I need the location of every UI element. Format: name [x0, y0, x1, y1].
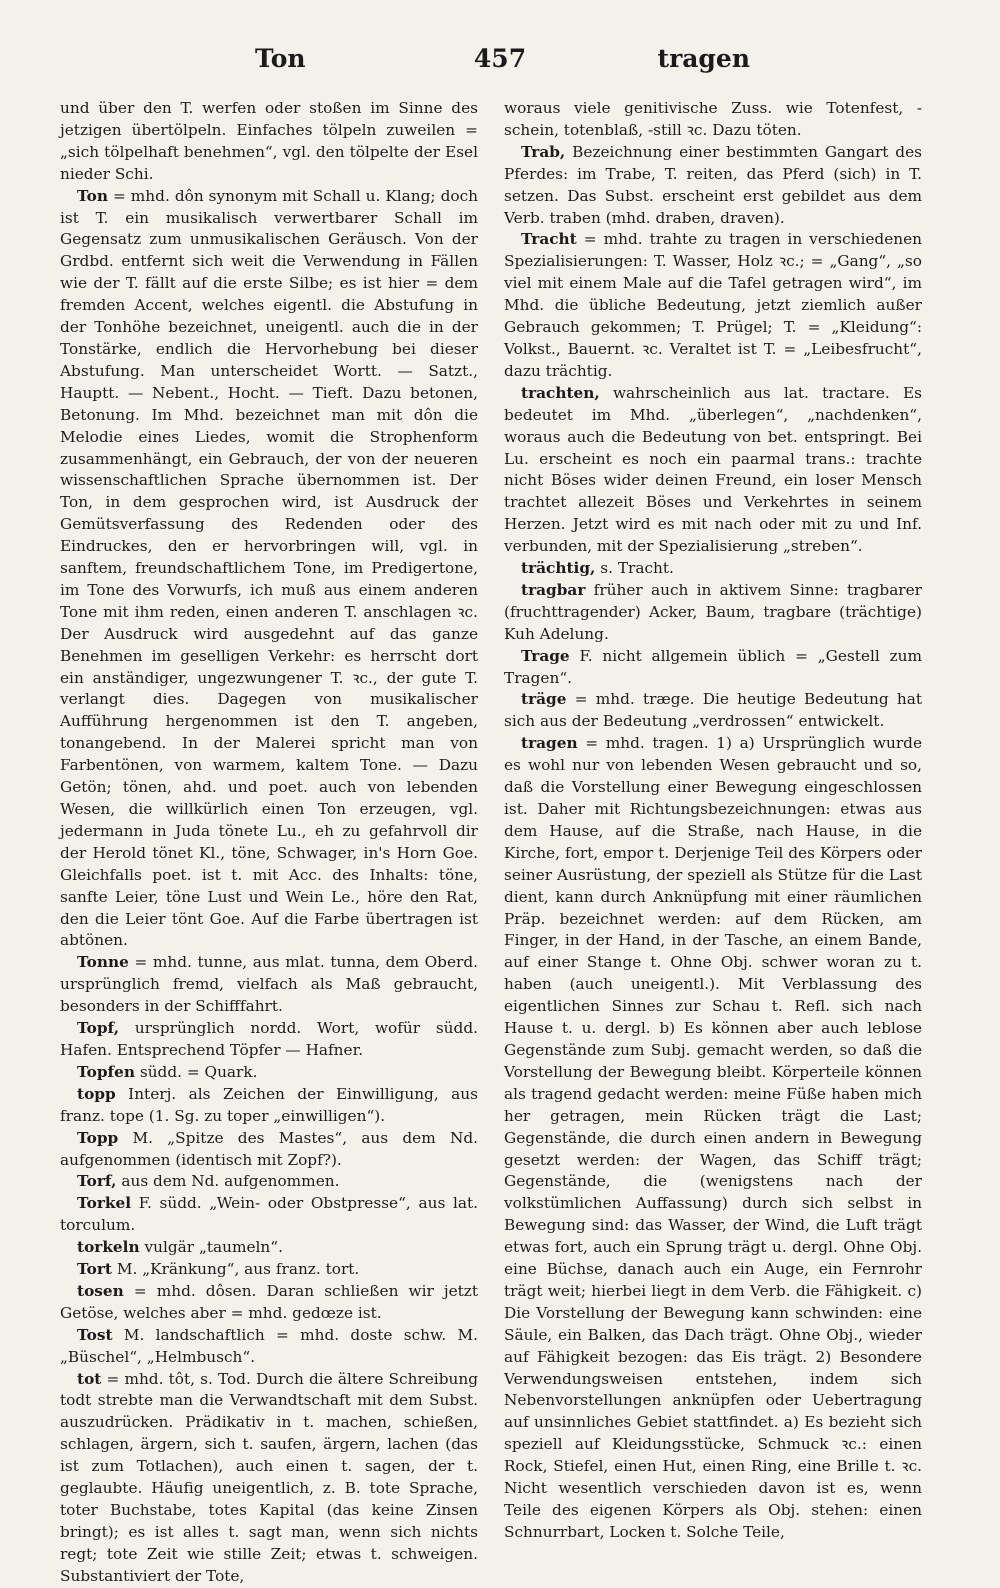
- entry-text: = mhd. dôn synonym mit Schall u. Klang; doch ist T. ein musikalisch verwertbarer Schall im Gegensatz zum unmusikalischen Geräusch. Von der Grdbd. entfernt sich weit die Verwendung in Fällen wie der T. fällt auf die erste Silbe; es ist hier = dem fremden Accent, welches eigentl. die Abstufung in der Tonhöhe bezeichnet, uneigentl. auch die in der Tonstärke, endlich die Hervorhebung bei dieser Abstufung. Man unterscheidet Wortt. — Satzt., Hauptt. — Nebent., Hocht. — Tieft. Dazu betonen, Betonung. Im Mhd. bezeichnet man mit dôn die Melodie eines Liedes, womit die Strophenform zusammenhängt, ein Gebrauch, der von der neueren wissenschaftlichen Sprache übernommen ist. Der Ton, in dem gesprochen wird, ist Ausdruck der Gemütsverfassung des Redenden oder des Eindruckes, den er hervorbringen will, vgl. in sanftem, freundschaftlichem Tone, im Predigertone, im Tone des Vorwurfs, ich muß aus einem anderen Tone mit ihm reden, einen anderen T. anschlagen ꝛc. Der Ausdruck wird ausgedehnt auf das ganze Benehmen im geselligen Verkehr: es herrscht dort ein anständiger, ungezwungener T. ꝛc., der gute T. verlangt dies. Dagegen von musikalischer Aufführung hergenommen ist den T. angeben, tonangebend. In der Malerei spricht man von Farbentönen, von warmem, kaltem Tone. — Dazu Getön; tönen, ahd. und poet. auch von lebenden Wesen, die willkürlich einen Ton erzeugen, vgl. jedermann in Juda tönete Lu., eh zu gefahrvoll dir der Herold tönet Kl., töne, Schwager, in's Horn Goe. Gleichfalls poet. ist t. mit Acc. des Inhalts: töne, sanfte Leier, töne Lust und Wein Le., höre den Rat, den die Leier tönt Goe. Auf die Farbe übertragen ist abtönen.: [60, 186, 478, 950]
- dictionary-entry: [60, 1259, 478, 1281]
- entry-headword: tragbar: [521, 580, 586, 599]
- dictionary-entry: [60, 1237, 478, 1259]
- entry-text: = mhd. tragen. 1) a) Ursprünglich wurde es wohl nur von lebenden Wesen gebraucht und so, daß die Vorstellung einer Bewegung eingeschlossen ist. Daher mit Richtungsbezeichnungen: etwas aus dem Hause, auf die Straße, nach Hause, in die Kirche, fort, empor t. Derjenige Teil des Körpers oder seiner Ausrüstung, der speziell als Stütze für die Last dient, kann durch Anknüpfung mit einer räumlichen Präp. bezeichnet werden: auf dem Rücken, am Finger, in der Hand, in der Tasche, an einem Bande, auf einer Stange t. Ohne Obj. schwer woran zu t. haben (auch uneigentl.). Mit Verblassung des eigentlichen Sinnes zur Schau t. Refl. sich nach Hause t. u. dergl. b) Es können aber auch leblose Gegenstände zum Subj. gemacht werden, so daß die Vorstellung der Bewegung bleibt. Körperteile können als tragend gedacht werden: meine Füße haben mich her getragen, mein Rücken trägt die Last; Gegenstände, die durch einen andern in Bewegung gesetzt werden: der Wagen, das Schiff trägt; Gegenstände, die (wenigstens nach der volkstümlichen Auffassung) durch sich selbst in Bewegung sind: das Wasser, der Wind, die Luft trägt etwas fort, auch ein Sprung trägt u. dergl. Ohne Obj. eine Büchse, danach auch ein Auge, ein Fernrohr trägt weit; hierbei liegt in dem Verb. die Fähigkeit. c) Die Vorstellung der Bewegung kann schwinden: eine Säule, ein Balken, das Dach trägt. Ohne Obj., wieder auf Fähigkeit bezogen: das Eis trägt. 2) Besondere Verwendungsweisen entstehen, indem sich Nebenvorstellungen anknüpfen oder Uebertragung auf unsinnliches Gebiet stattfindet. a) Es bezieht sich speziell auf Kleidungsstücke, Schmuck ꝛc.: einen Rock, Stiefel, einen Hut, einen Ring, eine Brille t. ꝛc. Nicht wesentlich verschieden davon ist es, wenn Teile des eigenen Körpers als Obj. stehen: einen Schnurrbart, Locken t. Solche Teile,: [504, 734, 922, 1541]
- entry-text: M. „Kränkung“, aus franz. tort.: [116, 1260, 360, 1279]
- entry-text: = mhd. dôsen. Daran schließen wir jetzt Getöse, welches aber = mhd. gedœze ist.: [60, 1281, 478, 1322]
- dictionary-entry: [504, 98, 922, 142]
- entry-text: = mhd. trahte zu tragen in verschiedenen Spezialisierungen: T. Wasser, Holz ꝛc.; = „Gang“, „so viel mit einem Male auf die Tafel getragen wird“, im Mhd. die übliche Bedeutung, jetzt ziemlich außer Gebrauch gekommen; T. Prügel; T. = „Kleidung“: Volkst., Bauernt. ꝛc. Veraltet ist T. = „Leibesfrucht“, dazu trächtig.: [504, 230, 922, 380]
- entry-headword: Trage: [521, 646, 570, 665]
- dictionary-entry: [60, 1281, 478, 1325]
- entry-headword: torkeln: [77, 1238, 140, 1257]
- header-left-guide-word: Ton: [255, 44, 306, 73]
- entry-headword: Tost: [77, 1325, 113, 1344]
- entry-text: = mhd. træge. Die heutige Bedeutung hat sich aus der Bedeutung „verdrossen“ entwickelt.: [504, 690, 922, 731]
- dictionary-entry: [504, 689, 922, 733]
- dictionary-entry: [60, 98, 478, 186]
- entry-headword: Topfen: [77, 1062, 135, 1081]
- entry-headword: Topp: [77, 1128, 119, 1147]
- entry-text: vulgär „taumeln“.: [144, 1238, 283, 1257]
- page-header: [60, 44, 940, 84]
- entry-text: früher auch in aktivem Sinne: tragbarer (fruchttragender) Acker, Baum, tragbare (trächtige) Kuh Adelung.: [504, 580, 922, 643]
- entry-text: woraus viele genitivische Zuss. wie Totenfest, -schein, totenblaß, -still ꝛc. Dazu töten.: [504, 99, 922, 139]
- entry-text: M. „Spitze des Mastes“, aus dem Nd. aufgenommen (identisch mit Zopf?).: [60, 1128, 478, 1169]
- entry-headword: Tort: [77, 1260, 112, 1279]
- entry-headword: tosen: [77, 1281, 124, 1300]
- entry-text: Bezeichnung einer bestimmten Gangart des Pferdes: im Trabe, T. reiten, das Pferd (sich) in T. setzen. Das Subst. erscheint erst gebildet aus dem Verb. traben (mhd. draben, draven).: [504, 142, 922, 227]
- entry-text: s. Tracht.: [600, 559, 674, 578]
- dictionary-entry: [60, 186, 478, 953]
- dictionary-entry: [60, 1018, 478, 1062]
- entry-text: F. nicht allgemein üblich = „Gestell zum Tragen“.: [504, 646, 922, 687]
- dictionary-entry: [60, 1171, 478, 1193]
- entry-text: und über den T. werfen oder stoßen im Sinne des jetzigen übertölpeln. Einfaches tölpeln zuweilen = „sich tölpelhaft benehmen“, vgl. den tölpelte der Esel nieder Schi.: [60, 99, 478, 183]
- entry-text: wahrscheinlich aus lat. tractare. Es bedeutet im Mhd. „überlegen“, „nachdenken“, woraus auch die Bedeutung von bet. entspringt. Bei Lu. erscheint es noch ein paarmal trans.: trachte nicht Böses wider deinen Freund, ein loser Mensch trachtet allezeit Böses und Verkehrtes in seinem Herzen. Jetzt wird es mit nach oder mit zu und Inf. verbunden, mit der Spezialisierung „streben“.: [504, 383, 922, 556]
- dictionary-entry: [504, 142, 922, 230]
- dictionary-entry: [504, 733, 922, 1544]
- dictionary-entry: [504, 383, 922, 558]
- dictionary-entry: [504, 580, 922, 646]
- entry-text: F. südd. „Wein- oder Obstpresse“, aus lat. torculum.: [60, 1194, 478, 1235]
- dictionary-entry: [60, 952, 478, 1018]
- entry-text: M. landschaftlich = mhd. doste schw. M. „Büschel“, „Helmbusch“.: [60, 1325, 478, 1366]
- entry-headword: Torf,: [77, 1172, 117, 1191]
- right-column: [504, 98, 922, 1541]
- header-right-guide-word: tragen: [657, 44, 750, 73]
- dictionary-entry: [504, 558, 922, 580]
- dictionary-entry: [504, 229, 922, 382]
- dictionary-entry: [60, 1128, 478, 1172]
- entry-headword: Tracht: [521, 230, 577, 249]
- dictionary-entry: [60, 1369, 478, 1588]
- entry-headword: trächtig,: [521, 559, 596, 578]
- dictionary-entry: [60, 1193, 478, 1237]
- entry-text: aus dem Nd. aufgenommen.: [121, 1172, 340, 1191]
- entry-headword: tot: [77, 1369, 102, 1388]
- entry-text: südd. = Quark.: [139, 1062, 258, 1081]
- entry-headword: Ton: [77, 186, 108, 205]
- entry-headword: träge: [521, 690, 567, 709]
- entry-text: ursprünglich nordd. Wort, wofür südd. Hafen. Entsprechend Töpfer — Hafner.: [60, 1019, 478, 1059]
- entry-headword: Topf,: [77, 1019, 120, 1038]
- left-column: [60, 98, 478, 1585]
- entry-headword: topp: [77, 1084, 116, 1103]
- entry-text: Interj. als Zeichen der Einwilligung, aus franz. tope (1. Sg. zu toper „einwilligen“).: [60, 1084, 478, 1125]
- dictionary-entry: [60, 1325, 478, 1369]
- entry-headword: Trab,: [521, 142, 566, 161]
- entry-headword: Torkel: [77, 1194, 132, 1213]
- dictionary-entry: [504, 646, 922, 690]
- entry-headword: trachten,: [521, 383, 600, 402]
- dictionary-entry: [60, 1084, 478, 1128]
- page-number: 457: [473, 44, 527, 73]
- entry-text: = mhd. tunne, aus mlat. tunna, dem Oberd. ursprünglich fremd, vielfach als Maß gebraucht, besonders in der Schifffahrt.: [60, 953, 478, 1016]
- entry-text: = mhd. tôt, s. Tod. Durch die ältere Schreibung todt strebte man die Verwandtschaft mit dem Subst. auszudrücken. Prädikativ in t. machen, schießen, schlagen, ärgern, sich t. saufen, ärgern, lachen (das ist zum Totlachen), auch einen t. sagen, der t. geglaubte. Häufig uneigentlich, z. B. tote Sprache, toter Buchstabe, totes Kapital (das keine Zinsen bringt); es ist alles t. sagt man, wenn sich nichts regt; tote Zeit wie stille Zeit; etwas t. schweigen. Substantiviert der Tote,: [60, 1369, 478, 1585]
- entry-headword: tragen: [521, 734, 578, 753]
- entry-headword: Tonne: [77, 953, 129, 972]
- dictionary-entry: [60, 1062, 478, 1084]
